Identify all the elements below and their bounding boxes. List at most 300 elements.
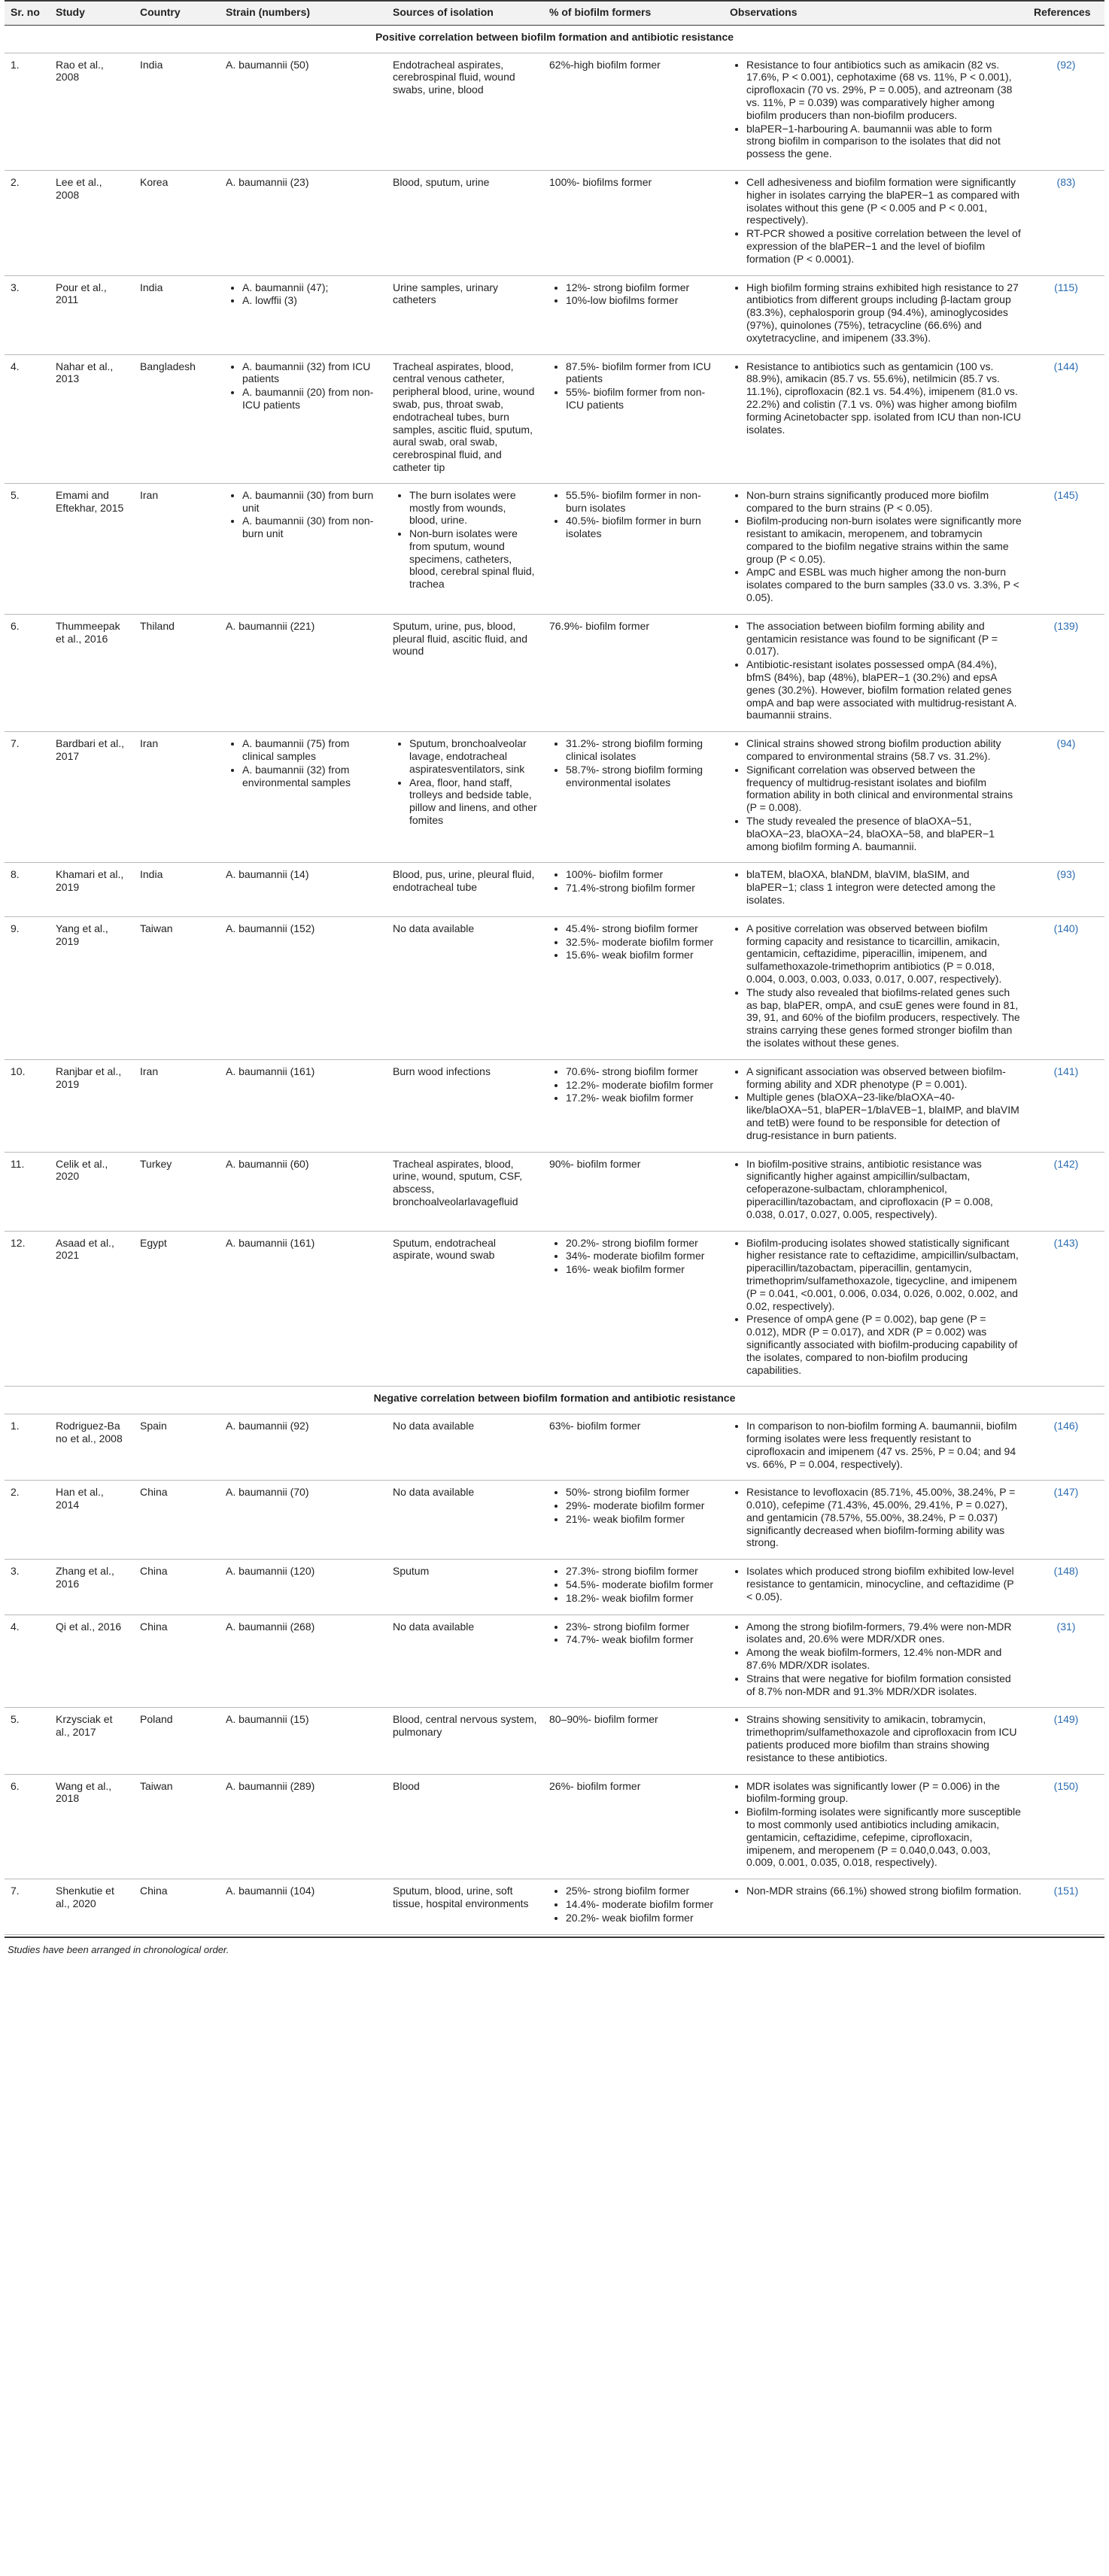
cell-percent — [543, 1231, 724, 1387]
cell-strain — [220, 354, 387, 483]
cell-observations-item: • Biofilm-producing isolates showed statistically significant higher resistance rate to ceftazidime, ampicillin/sulbactam, piperacillin/tazobactam, piperacillin, gentamycin, trimethoprim/sulfamethoxazole, tigecycline, and imipenem (P = 0.041, <0.001, 0.006, 0.034, 0.026, 0.002, 0.002, and 0.02, respectively). — [746, 1237, 1022, 1313]
cell-observations — [724, 1708, 1028, 1774]
cell-percent-item: • 10%-low biofilms former — [566, 294, 718, 307]
cell-sources-item: • Sputum, bronchoalveolar lavage, endotracheal aspiratesventilators, sink — [409, 737, 537, 775]
cell-strain-text: A. baumannii (50) — [226, 58, 309, 71]
cell-observations-item: • blaPER−1-harbouring A. baumannii was able to form strong biofilm in comparison to the isolates that did not possess the gene. — [746, 123, 1022, 160]
cell-country: Egypt — [134, 1231, 220, 1387]
table-row — [5, 1615, 1104, 1708]
cell-reference — [1028, 483, 1104, 614]
cell-strain-text: A. baumannii (289) — [226, 1779, 315, 1792]
table-row — [5, 1152, 1104, 1231]
cell-sources-text: No data available — [393, 922, 475, 934]
cell-reference — [1028, 170, 1104, 275]
cell-percent-item: • 71.4%-strong biofilm former — [566, 882, 718, 895]
cell-strain-text: A. baumannii (161) — [226, 1065, 315, 1077]
cell-percent — [543, 1774, 724, 1879]
cell-percent — [543, 275, 724, 354]
cell-observations-item: • Biofilm-forming isolates were significantly more susceptible to most commonly used antibiotics including amikacin, gentamicin, ceftazidime, cefepime, ciprofloxacin, imipenem, and meropenem (P = 0.040,0.043, 0.003, 0.009, 0.001, 0.035, 0.018, respectively). — [746, 1806, 1022, 1869]
cell-percent — [543, 483, 724, 614]
cell-percent-item: • 29%- moderate biofilm former — [566, 1499, 718, 1512]
cell-percent-item: • 27.3%- strong biofilm former — [566, 1565, 718, 1578]
cell-percent — [543, 1708, 724, 1774]
cell-reference — [1028, 1414, 1104, 1481]
reference-link[interactable]: (151) — [1053, 1885, 1079, 1897]
cell-sr-no: 6. — [5, 614, 50, 731]
cell-strain — [220, 1708, 387, 1774]
cell-percent-list — [549, 281, 718, 308]
cell-percent-list — [549, 360, 718, 412]
reference-link[interactable]: (83) — [1056, 175, 1076, 188]
cell-sr-no: 9. — [5, 916, 50, 1059]
cell-study: Krzysciak et al., 2017 — [50, 1708, 134, 1774]
cell-observations-list — [730, 1065, 1022, 1142]
cell-sr-no: 3. — [5, 275, 50, 354]
cell-observations-list — [730, 868, 1022, 906]
cell-strain-item: • A. baumannii (47); — [242, 281, 381, 294]
cell-strain — [220, 614, 387, 731]
cell-percent-item: • 31.2%- strong biofilm forming clinical isolates — [566, 737, 718, 763]
cell-sr-no: 10. — [5, 1059, 50, 1152]
cell-country: China — [134, 1481, 220, 1560]
cell-percent-item: • 23%- strong biofilm former — [566, 1621, 718, 1633]
cell-sources-item: • Non-burn isolates were from sputum, wound specimens, catheters, blood, cerebral spinal fluid, trachea — [409, 527, 537, 591]
cell-observations-item: • Strains showing sensitivity to amikacin, tobramycin, trimethoprim/sulfamethoxazole and ciprofloxacin from ICU patients produced more biofilm than strains showing resistance to these antibiotics. — [746, 1713, 1022, 1763]
cell-observations-item: • Isolates which produced strong biofilm exhibited low-level resistance to gentamicin, minocycline, and ceftazidime (P < 0.05). — [746, 1565, 1022, 1602]
cell-observations — [724, 1414, 1028, 1481]
cell-study: Shenkutie et al., 2020 — [50, 1879, 134, 1934]
cell-reference — [1028, 732, 1104, 863]
cell-sources-text: Sputum, urine, pus, blood, pleural fluid, ascitic fluid, and wound — [393, 619, 527, 658]
cell-sources — [387, 170, 543, 275]
cell-country: India — [134, 275, 220, 354]
cell-reference — [1028, 1059, 1104, 1152]
cell-study: Ranjbar et al., 2019 — [50, 1059, 134, 1152]
cell-sources-text: Sputum — [393, 1565, 430, 1578]
cell-percent-item: • 20.2%- strong biofilm former — [566, 1237, 718, 1250]
cell-observations-item: • Resistance to antibiotics such as gentamicin (100 vs. 88.9%), amikacin (85.7 vs. 55.6%), netilmicin (85.7 vs. 11.1%), ciprofloxacin (82.1 vs. 54.4%), imipenem (81.0 vs. 22.2%) and colistin (7.1 vs. 0%) was higher among biofilm forming Acinetobacter spp. isolated from ICU than non-ICU isolates. — [746, 360, 1022, 436]
header-sources: Sources of isolation — [387, 1, 543, 25]
cell-observations-item: • Among the weak biofilm-formers, 12.4% non-MDR and 87.6% MDR/XDR isolates. — [746, 1646, 1022, 1672]
cell-observations — [724, 1152, 1028, 1231]
cell-sources-text: Blood, central nervous system, pulmonary — [393, 1713, 537, 1739]
cell-percent — [543, 916, 724, 1059]
cell-observations-item: • A significant association was observed between biofilm-forming ability and XDR phenotype (P = 0.001). — [746, 1065, 1022, 1091]
cell-observations — [724, 1560, 1028, 1615]
cell-observations-list — [730, 360, 1022, 436]
reference-link[interactable]: (139) — [1053, 619, 1079, 632]
cell-strain-item: • A. lowffii (3) — [242, 294, 381, 307]
cell-observations-list — [730, 59, 1022, 160]
cell-sources-list — [393, 737, 537, 827]
cell-percent-list — [549, 737, 718, 788]
cell-country: Iran — [134, 483, 220, 614]
cell-percent-text: 62%-high biofilm former — [549, 58, 661, 71]
cell-percent-item: • 32.5%- moderate biofilm former — [566, 936, 718, 949]
cell-percent — [543, 1152, 724, 1231]
cell-percent-item: • 55.5%- biofilm former in non-burn isolates — [566, 489, 718, 515]
cell-percent — [543, 1879, 724, 1934]
cell-sources — [387, 614, 543, 731]
cell-sources — [387, 1414, 543, 1481]
cell-percent-text: 76.9%- biofilm former — [549, 619, 650, 632]
cell-percent-item: • 16%- weak biofilm former — [566, 1263, 718, 1276]
cell-percent-item: • 15.6%- weak biofilm former — [566, 949, 718, 961]
cell-observations — [724, 1481, 1028, 1560]
cell-percent-list — [549, 1885, 718, 1924]
reference-link[interactable]: (141) — [1053, 1065, 1079, 1077]
cell-observations-list — [730, 281, 1022, 345]
table-row — [5, 863, 1104, 916]
cell-sr-no: 5. — [5, 483, 50, 614]
cell-study: Thummeepak et al., 2016 — [50, 614, 134, 731]
table-row — [5, 1231, 1104, 1387]
cell-sources — [387, 1615, 543, 1708]
cell-percent-text: 90%- biofilm former — [549, 1157, 641, 1170]
cell-strain-item: • A. baumannii (30) from non-burn unit — [242, 515, 381, 540]
cell-observations — [724, 1615, 1028, 1708]
reference-link[interactable]: (145) — [1053, 488, 1079, 501]
reference-link[interactable]: (144) — [1053, 360, 1079, 372]
cell-strain — [220, 1414, 387, 1481]
cell-sr-no: 4. — [5, 354, 50, 483]
cell-observations-list — [730, 1780, 1022, 1870]
cell-observations-list — [730, 1420, 1022, 1470]
section-title: Negative correlation between biofilm formation and antibiotic resistance — [5, 1387, 1104, 1414]
cell-sr-no: 11. — [5, 1152, 50, 1231]
cell-study: Emami and Eftekhar, 2015 — [50, 483, 134, 614]
cell-strain — [220, 916, 387, 1059]
cell-observations-item: • Among the strong biofilm-formers, 79.4% were non-MDR isolates and, 20.6% were MDR/XDR ones. — [746, 1621, 1022, 1646]
cell-observations-list — [730, 489, 1022, 604]
reference-link[interactable]: (143) — [1053, 1236, 1079, 1249]
cell-percent-item: • 25%- strong biofilm former — [566, 1885, 718, 1897]
cell-observations-item: • blaTEM, blaOXA, blaNDM, blaVIM, blaSIM, and blaPER−1; class 1 integron were detected among the isolates. — [746, 868, 1022, 906]
reference-link[interactable]: (148) — [1053, 1565, 1079, 1578]
cell-observations-list — [730, 737, 1022, 852]
table-row — [5, 614, 1104, 731]
header-country: Country — [134, 1, 220, 25]
cell-sr-no: 2. — [5, 1481, 50, 1560]
table-row — [5, 1481, 1104, 1560]
cell-study: Khamari et al., 2019 — [50, 863, 134, 916]
cell-observations-item: • Resistance to four antibiotics such as amikacin (82 vs. 17.6%, P < 0.001), cephotaxime (68 vs. 11%, P < 0.001), ciprofloxacin (70 vs. 29%, P = 0.005), and aztreonam (38 vs. 11%, P = 0.039) was comparatively higher among biofilm producers than non-biofilm producers. — [746, 59, 1022, 122]
table-row — [5, 732, 1104, 863]
cell-reference — [1028, 53, 1104, 170]
cell-sources-text: No data available — [393, 1486, 475, 1499]
cell-observations-list — [730, 1486, 1022, 1549]
cell-strain-text: A. baumannii (15) — [226, 1713, 309, 1726]
cell-country: China — [134, 1560, 220, 1615]
cell-strain-list — [226, 737, 381, 788]
cell-study: Qi et al., 2016 — [50, 1615, 134, 1708]
table-row — [5, 483, 1104, 614]
cell-percent-item: • 17.2%- weak biofilm former — [566, 1092, 718, 1104]
cell-sr-no: 7. — [5, 732, 50, 863]
cell-percent — [543, 614, 724, 731]
cell-observations-list — [730, 1713, 1022, 1763]
cell-observations-item: • A positive correlation was observed between biofilm forming capacity and resistance to ticarcillin, amikacin, gentamicin, ceftazidime, piperacillin, imipenem, and sulfamethoxazole-trimethoprim antibiotics (P = 0.018, 0.004, 0.003, 0.003, 0.033, 0.017, 0.007, respectively). — [746, 922, 1022, 986]
cell-strain — [220, 1059, 387, 1152]
header-references: References — [1028, 1, 1104, 25]
cell-percent-item: • 50%- strong biofilm former — [566, 1486, 718, 1499]
cell-sources-text: Endotracheal aspirates, cerebrospinal fluid, wound swabs, urine, blood — [393, 58, 515, 96]
cell-observations — [724, 53, 1028, 170]
cell-percent-list — [549, 1065, 718, 1104]
cell-percent — [543, 1481, 724, 1560]
cell-sources — [387, 275, 543, 354]
cell-observations-list — [730, 922, 1022, 1050]
cell-percent-text: 80–90%- biofilm former — [549, 1713, 658, 1726]
section-title: Positive correlation between biofilm formation and antibiotic resistance — [5, 25, 1104, 53]
cell-sources — [387, 1231, 543, 1387]
cell-percent-list — [549, 922, 718, 961]
reference-link[interactable]: (31) — [1056, 1620, 1076, 1633]
biofilm-resistance-table — [5, 0, 1104, 1935]
cell-observations — [724, 1774, 1028, 1879]
cell-sr-no: 6. — [5, 1774, 50, 1879]
cell-observations — [724, 1879, 1028, 1934]
reference-link[interactable]: (140) — [1053, 922, 1079, 934]
table-row — [5, 275, 1104, 354]
reference-link[interactable]: (149) — [1053, 1713, 1079, 1726]
cell-reference — [1028, 1615, 1104, 1708]
cell-observations-item: • Presence of ompA gene (P = 0.002), bap gene (P = 0.012), MDR (P = 0.017), and XDR (P = 0.002) was significantly associated with biofilm-producing capability of the isolates, compared to non-biofilm producing capabilities. — [746, 1313, 1022, 1376]
cell-reference — [1028, 1231, 1104, 1387]
cell-strain-text: A. baumannii (104) — [226, 1885, 315, 1897]
cell-observations — [724, 1059, 1028, 1152]
cell-sources — [387, 1560, 543, 1615]
cell-strain — [220, 275, 387, 354]
cell-sources — [387, 483, 543, 614]
cell-observations-item: • MDR isolates was significantly lower (P = 0.006) in the biofilm-forming group. — [746, 1780, 1022, 1806]
reference-link[interactable]: (115) — [1054, 281, 1078, 293]
header-percent-biofilm: % of biofilm formers — [543, 1, 724, 25]
header-sr-no: Sr. no — [5, 1, 50, 25]
cell-study: Asaad et al., 2021 — [50, 1231, 134, 1387]
cell-observations-item: • RT-PCR showed a positive correlation between the level of expression of the blaPER−1 and the level of biofilm formation (P < 0.0001). — [746, 227, 1022, 265]
cell-observations — [724, 916, 1028, 1059]
cell-observations-list — [730, 1565, 1022, 1602]
cell-strain-text: A. baumannii (23) — [226, 175, 309, 188]
reference-link[interactable]: (94) — [1056, 737, 1076, 750]
table-row — [5, 1059, 1104, 1152]
cell-reference — [1028, 354, 1104, 483]
cell-strain-item: • A. baumannii (32) from environmental samples — [242, 764, 381, 789]
cell-observations — [724, 614, 1028, 731]
cell-percent-item: • 55%- biofilm former from non-ICU patients — [566, 386, 718, 412]
cell-observations-item: • Cell adhesiveness and biofilm formation were significantly higher in isolates carrying the blaPER−1 as compared with isolates without this gene (P < 0.005 and P < 0.001, respectively). — [746, 176, 1022, 226]
cell-country: Taiwan — [134, 916, 220, 1059]
cell-strain-text: A. baumannii (152) — [226, 922, 315, 934]
cell-strain-text: A. baumannii (92) — [226, 1420, 309, 1432]
reference-link[interactable]: (146) — [1053, 1420, 1079, 1432]
cell-sources-text: Sputum, endotracheal aspirate, wound swab — [393, 1236, 496, 1262]
cell-percent-list — [549, 1237, 718, 1276]
cell-study: Lee et al., 2008 — [50, 170, 134, 275]
cell-strain — [220, 170, 387, 275]
table-row — [5, 170, 1104, 275]
cell-sources-item: • Area, floor, hand staff, trolleys and bedside table, pillow and linens, and other fomites — [409, 776, 537, 827]
cell-strain — [220, 53, 387, 170]
cell-percent-item: • 12.2%- moderate biofilm former — [566, 1079, 718, 1092]
cell-observations — [724, 275, 1028, 354]
cell-sr-no: 4. — [5, 1615, 50, 1708]
cell-percent — [543, 863, 724, 916]
reference-link[interactable]: (150) — [1053, 1779, 1079, 1792]
cell-percent-item: • 74.7%- weak biofilm former — [566, 1633, 718, 1646]
cell-strain — [220, 1481, 387, 1560]
cell-strain — [220, 732, 387, 863]
cell-observations-item: • High biofilm forming strains exhibited high resistance to 27 antibiotics from different groups including β-lactam group (83.3%), cephalosporin group (94.4%), aminoglycosides (97%), quinolones (75%), tetracycline (66.6%) and oxytetracycline, and imipenem (33.3%). — [746, 281, 1022, 345]
cell-observations-item: • Multiple genes (blaOXA−23-like/blaOXA−40-like/blaOXA−51, blaPER−1/blaVEB−1, blaIMP, and blaVIM and tetB) were found to be responsible for detection of drug-resistance in burn patients. — [746, 1091, 1022, 1141]
cell-percent-item: • 14.4%- moderate biofilm former — [566, 1898, 718, 1911]
reference-link[interactable]: (93) — [1056, 868, 1076, 881]
cell-sources-text: Blood, sputum, urine — [393, 175, 490, 188]
cell-reference — [1028, 1481, 1104, 1560]
cell-sr-no: 5. — [5, 1708, 50, 1774]
reference-link[interactable]: (92) — [1056, 58, 1076, 71]
cell-country: Iran — [134, 1059, 220, 1152]
table-row — [5, 1560, 1104, 1615]
cell-strain — [220, 863, 387, 916]
cell-country: China — [134, 1615, 220, 1708]
table-row — [5, 1708, 1104, 1774]
reference-link[interactable]: (147) — [1053, 1486, 1079, 1499]
cell-strain-text: A. baumannii (221) — [226, 619, 315, 632]
cell-sr-no: 3. — [5, 1560, 50, 1615]
cell-country: Turkey — [134, 1152, 220, 1231]
table-body — [5, 25, 1104, 1934]
cell-strain-text: A. baumannii (60) — [226, 1157, 309, 1170]
cell-percent-item: • 12%- strong biofilm former — [566, 281, 718, 294]
cell-percent-list — [549, 1621, 718, 1647]
cell-sources — [387, 1774, 543, 1879]
cell-strain-item: • A. baumannii (75) from clinical samples — [242, 737, 381, 763]
cell-percent-list — [549, 868, 718, 895]
cell-observations — [724, 354, 1028, 483]
cell-percent-list — [549, 489, 718, 540]
cell-percent-item: • 45.4%- strong biofilm former — [566, 922, 718, 935]
cell-percent-item: • 54.5%- moderate biofilm former — [566, 1578, 718, 1591]
cell-country: Bangladesh — [134, 354, 220, 483]
cell-observations-item: • Non-MDR strains (66.1%) showed strong biofilm formation. — [746, 1885, 1022, 1897]
cell-percent — [543, 732, 724, 863]
section-header-row — [5, 1387, 1104, 1414]
cell-percent — [543, 354, 724, 483]
cell-observations-item: • The association between biofilm forming ability and gentamicin resistance was found to be significant (P = 0.017). — [746, 620, 1022, 658]
cell-observations-list — [730, 1621, 1022, 1698]
cell-strain — [220, 1879, 387, 1934]
cell-country: China — [134, 1879, 220, 1934]
cell-observations — [724, 1231, 1028, 1387]
cell-observations — [724, 483, 1028, 614]
cell-strain-list — [226, 489, 381, 540]
cell-sources-text: Tracheal aspirates, blood, urine, wound, sputum, CSF, abscess, bronchoalveolarlavagefluid — [393, 1157, 522, 1208]
cell-strain-text: A. baumannii (268) — [226, 1620, 315, 1633]
table-footnote: Studies have been arranged in chronological order. — [5, 1937, 1104, 1962]
cell-percent-list — [549, 1486, 718, 1525]
table-row — [5, 1774, 1104, 1879]
cell-strain-text: A. baumannii (120) — [226, 1565, 315, 1578]
cell-strain-item: • A. baumannii (20) from non-ICU patients — [242, 386, 381, 412]
header-strain: Strain (numbers) — [220, 1, 387, 25]
cell-sources — [387, 1708, 543, 1774]
cell-percent-item: • 20.2%- weak biofilm former — [566, 1912, 718, 1924]
cell-percent — [543, 1560, 724, 1615]
cell-sources-text: Urine samples, urinary catheters — [393, 281, 499, 306]
cell-observations-item: • The study also revealed that biofilms-related genes such as bap, blaPER, ompA, and csuE genes were found in 81, 39, 91, and 60% of the biofilm producers, respectively. The strains carrying these genes formed stronger biofilm than the isolates without these genes. — [746, 986, 1022, 1050]
cell-country: India — [134, 53, 220, 170]
cell-percent-text: 100%- biofilms former — [549, 175, 652, 188]
cell-sources-text: Burn wood infections — [393, 1065, 491, 1077]
cell-study: Rao et al., 2008 — [50, 53, 134, 170]
cell-study: Zhang et al., 2016 — [50, 1560, 134, 1615]
table-row — [5, 916, 1104, 1059]
cell-observations-item: • Antibiotic-resistant isolates possessed ompA (84.4%), bfmS (84%), bap (48%), blaPER−1 (30.2%) and epsA genes (30.2%). However, biofilm formation related genes ompA and bap were associated with multidrug-resistant A. baumannii strains. — [746, 658, 1022, 721]
cell-percent — [543, 1059, 724, 1152]
cell-reference — [1028, 916, 1104, 1059]
table-row — [5, 1879, 1104, 1934]
cell-reference — [1028, 1708, 1104, 1774]
reference-link[interactable]: (142) — [1053, 1157, 1079, 1170]
cell-observations-item: • Strains that were negative for biofilm formation consisted of 8.7% non-MDR and 91.3% MDR/XDR isolates. — [746, 1672, 1022, 1698]
cell-sources — [387, 354, 543, 483]
cell-reference — [1028, 614, 1104, 731]
cell-sources — [387, 916, 543, 1059]
cell-sources — [387, 1879, 543, 1934]
cell-strain — [220, 1774, 387, 1879]
cell-study: Wang et al., 2018 — [50, 1774, 134, 1879]
cell-study: Yang et al., 2019 — [50, 916, 134, 1059]
cell-sources — [387, 1152, 543, 1231]
cell-sr-no: 8. — [5, 863, 50, 916]
cell-percent-text: 63%- biofilm former — [549, 1420, 641, 1432]
cell-strain-list — [226, 281, 381, 308]
cell-reference — [1028, 1152, 1104, 1231]
cell-percent-item: • 100%- biofilm former — [566, 868, 718, 881]
cell-strain-item: • A. baumannii (30) from burn unit — [242, 489, 381, 515]
cell-percent — [543, 53, 724, 170]
cell-observations-item: • The study revealed the presence of blaOXA−51, blaOXA−23, blaOXA−24, blaOXA−58, and blaPER−1 among biofilm forming A. baumannii. — [746, 815, 1022, 852]
cell-study: Bardbari et al., 2017 — [50, 732, 134, 863]
cell-reference — [1028, 1774, 1104, 1879]
table-row — [5, 354, 1104, 483]
cell-country: Korea — [134, 170, 220, 275]
cell-sources-item: • The burn isolates were mostly from wounds, blood, urine. — [409, 489, 537, 527]
cell-study: Nahar et al., 2013 — [50, 354, 134, 483]
cell-percent — [543, 1615, 724, 1708]
cell-strain — [220, 1560, 387, 1615]
cell-study: Pour et al., 2011 — [50, 275, 134, 354]
cell-percent-item: • 21%- weak biofilm former — [566, 1513, 718, 1526]
cell-reference — [1028, 1560, 1104, 1615]
cell-sources — [387, 1059, 543, 1152]
cell-observations-item: • Biofilm-producing non-burn isolates were significantly more resistant to amikacin, meropenem, and tobramycin compared to the biofilm negative strains within the same group (P < 0.05). — [746, 515, 1022, 565]
cell-strain-list — [226, 360, 381, 412]
cell-country: Thiland — [134, 614, 220, 731]
cell-sources — [387, 1481, 543, 1560]
cell-strain-item: • A. baumannii (32) from ICU patients — [242, 360, 381, 386]
cell-percent — [543, 1414, 724, 1481]
cell-reference — [1028, 275, 1104, 354]
cell-percent-item: • 34%- moderate biofilm former — [566, 1250, 718, 1262]
cell-sources-text: Blood — [393, 1779, 420, 1792]
cell-strain-text: A. baumannii (14) — [226, 868, 309, 881]
cell-sources-text: No data available — [393, 1420, 475, 1432]
cell-sr-no: 1. — [5, 53, 50, 170]
cell-country: India — [134, 863, 220, 916]
